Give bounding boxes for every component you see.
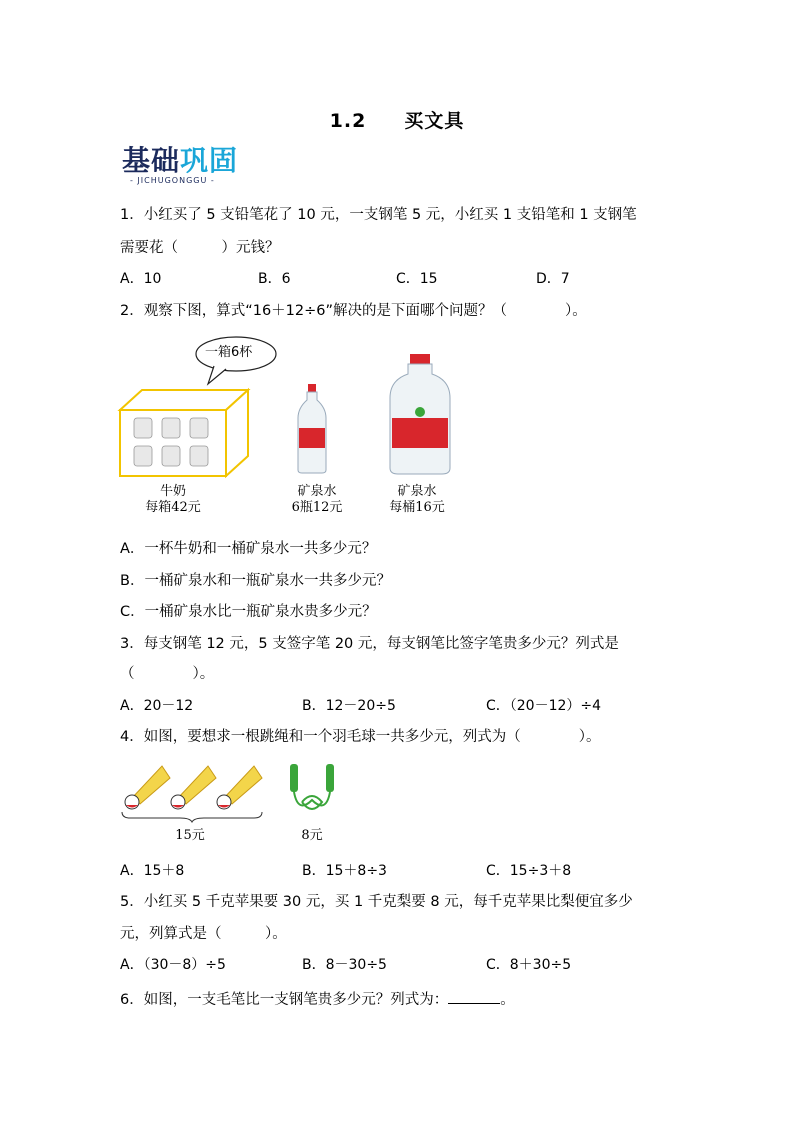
section-badge — [122, 146, 268, 192]
q1-option-d: D．7 — [536, 271, 570, 287]
q5-option-a: A．（30－8）÷5 — [120, 957, 226, 973]
q3-line2: （ ）。 — [120, 666, 215, 682]
page-title — [0, 106, 794, 133]
q6-text: 6．如图，一支毛笔比一支钢笔贵多少元？列式为： 。 — [120, 989, 515, 1009]
q3-option-a: A．20－12 — [120, 698, 194, 714]
speech-bubble-text: 一箱6杯 — [205, 345, 253, 360]
q4-option-b: B．15＋8÷3 — [302, 863, 387, 879]
shuttlecock-icon — [125, 766, 170, 809]
shuttlecocks-image — [118, 764, 268, 822]
title-text: 买文具 — [404, 110, 465, 132]
q1-line2: 需要花（ ）元钱？ — [120, 240, 280, 256]
q4-option-a: A．15＋8 — [120, 863, 185, 879]
q1-line1: 1．小红买了 5 支铅笔花了 10 元，一支钢笔 5 元，小红买 1 支铅笔和 1 支钢笔 — [120, 207, 637, 223]
jump-rope-price: 8元 — [301, 828, 323, 843]
shuttlecock-price: 15元 — [175, 828, 205, 843]
q4-text: 4．如图，要想求一根跳绳和一个羽毛球一共多少元，列式为（ ）。 — [120, 729, 601, 745]
q5-option-b: B．8－30÷5 — [302, 957, 387, 973]
q5-line2: 元，列算式是（ ）。 — [120, 926, 287, 942]
q5-line1: 5．小红买 5 千克苹果要 30 元，买 1 千克梨要 8 元，每千克苹果比梨便宜多少 — [120, 894, 633, 910]
q3-line1: 3．每支钢笔 12 元，5 支签字笔 20 元，每支钢笔比签字笔贵多少元？列式是 — [120, 636, 619, 652]
bottle-caption: 矿泉水 6瓶12元 — [291, 484, 343, 515]
q2-option-a: A．一杯牛奶和一桶矿泉水一共多少元？ — [120, 541, 377, 557]
badge-text-light: 巩固 — [180, 144, 239, 177]
milk-box-image — [118, 388, 252, 480]
q3-option-b: B．12－20÷5 — [302, 698, 396, 714]
answer-blank[interactable] — [448, 989, 500, 1004]
badge-pinyin: - JICHUGONGGU - — [130, 176, 215, 185]
q3-option-c: C．（20－12）÷4 — [486, 698, 602, 714]
water-jug-image — [388, 354, 452, 476]
jug-caption: 矿泉水 每桶16元 — [389, 484, 445, 515]
badge-text-dark: 基础 — [122, 144, 181, 177]
q4-option-c: C．15÷3＋8 — [486, 863, 572, 879]
title-number: 1.2 — [329, 110, 367, 132]
water-bottle-image — [296, 384, 328, 474]
milk-caption: 牛奶 每箱42元 — [145, 484, 201, 515]
q2-option-b: B．一桶矿泉水和一瓶矿泉水一共多少元？ — [120, 573, 391, 589]
q1-option-a: A．10 — [120, 271, 162, 287]
q1-option-c: C．15 — [396, 271, 438, 287]
q1-option-b: B．6 — [258, 271, 291, 287]
jump-rope-icon — [288, 760, 336, 816]
q5-option-c: C．8＋30÷5 — [486, 957, 572, 973]
q2-option-c: C．一桶矿泉水比一瓶矿泉水贵多少元？ — [120, 604, 377, 620]
q2-text: 2．观察下图，算式“16＋12÷6”解决的是下面哪个问题？（ ）。 — [120, 303, 587, 319]
